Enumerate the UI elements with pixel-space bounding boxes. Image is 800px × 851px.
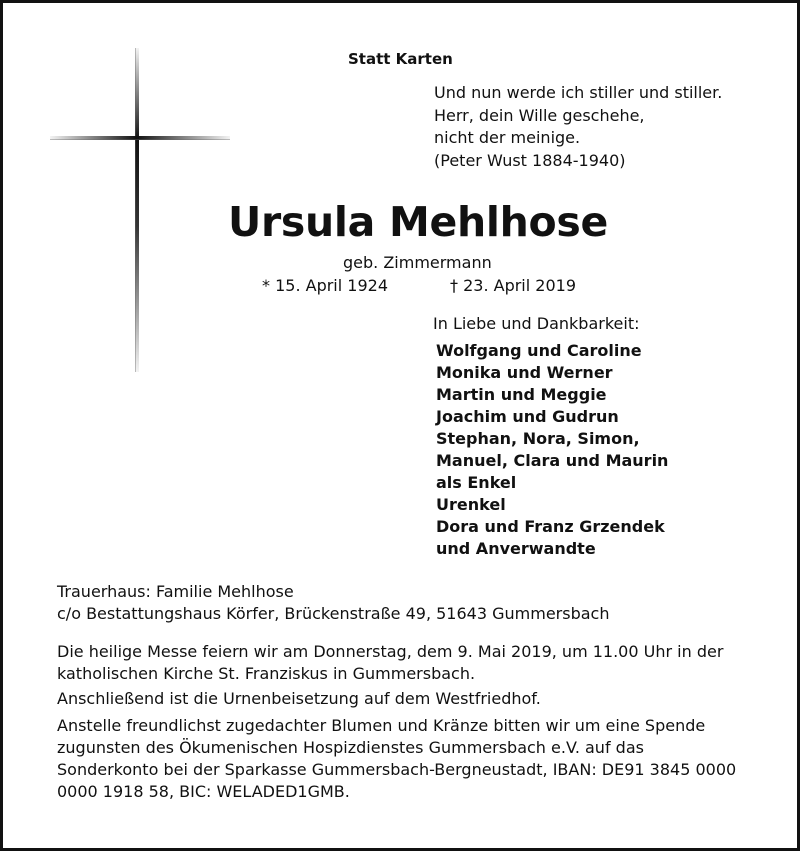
birth-date: * 15. April 1924 <box>262 276 388 295</box>
mourner-name: Stephan, Nora, Simon, <box>436 429 640 448</box>
quote-line: Und nun werde ich stiller und stiller. <box>434 83 723 102</box>
mourner-name: Joachim und Gudrun <box>436 407 619 426</box>
quote-author: (Peter Wust 1884-1940) <box>434 150 626 170</box>
mourners-list <box>436 340 668 560</box>
mourner-name: Monika und Werner <box>436 363 613 382</box>
mourner-name: als Enkel <box>436 473 517 492</box>
maiden-name: geb. Zimmermann <box>343 253 492 272</box>
death-date: † 23. April 2019 <box>450 276 576 295</box>
burial-notice: Anschließend ist die Urnenbeisetzung auf dem Westfriedhof. <box>57 689 541 708</box>
statt-karten-label: Statt Karten <box>348 50 453 68</box>
mourner-name: Martin und Meggie <box>436 385 607 404</box>
cross-icon <box>50 48 230 372</box>
mourner-name: Manuel, Clara und Maurin <box>436 451 669 470</box>
deceased-name: Ursula Mehlhose <box>228 198 609 246</box>
mass-notice: Die heilige Messe feiern wir am Donnerstag, dem 9. Mai 2019, um 11.00 Uhr in der katholischen Kirche St. Franziskus in Gummersbach. <box>57 642 724 683</box>
donation-notice: Anstelle freundlichst zugedachter Blumen und Kränze bitten wir um eine Spende zugunsten des Ökumenischen Hospizdienstes Gummersbach e.V. auf das Sonderkonto bei der Sparkasse Gummersbach-Bergneustadt, IBAN: DE91 3845 0000 0000 1918 58, BIC: WELADED1GMB. <box>57 716 737 801</box>
mourner-name: Dora und Franz Grzendek <box>436 517 665 536</box>
quote-line: Herr, dein Wille geschehe, <box>434 105 645 125</box>
mourner-name: Wolfgang und Caroline <box>436 341 642 360</box>
quote-block <box>434 82 722 172</box>
mourner-name: Urenkel <box>436 495 506 514</box>
mourning-house-address: c/o Bestattungshaus Körfer, Brückenstraße 49, 51643 Gummersbach <box>57 604 610 623</box>
mourners-intro: In Liebe und Dankbarkeit: <box>433 314 640 333</box>
mourning-house <box>57 581 609 625</box>
quote-line: nicht der meinige. <box>434 128 581 147</box>
mourning-house-line: Trauerhaus: Familie Mehlhose <box>57 582 294 601</box>
mourner-name: und Anverwandte <box>436 539 596 558</box>
